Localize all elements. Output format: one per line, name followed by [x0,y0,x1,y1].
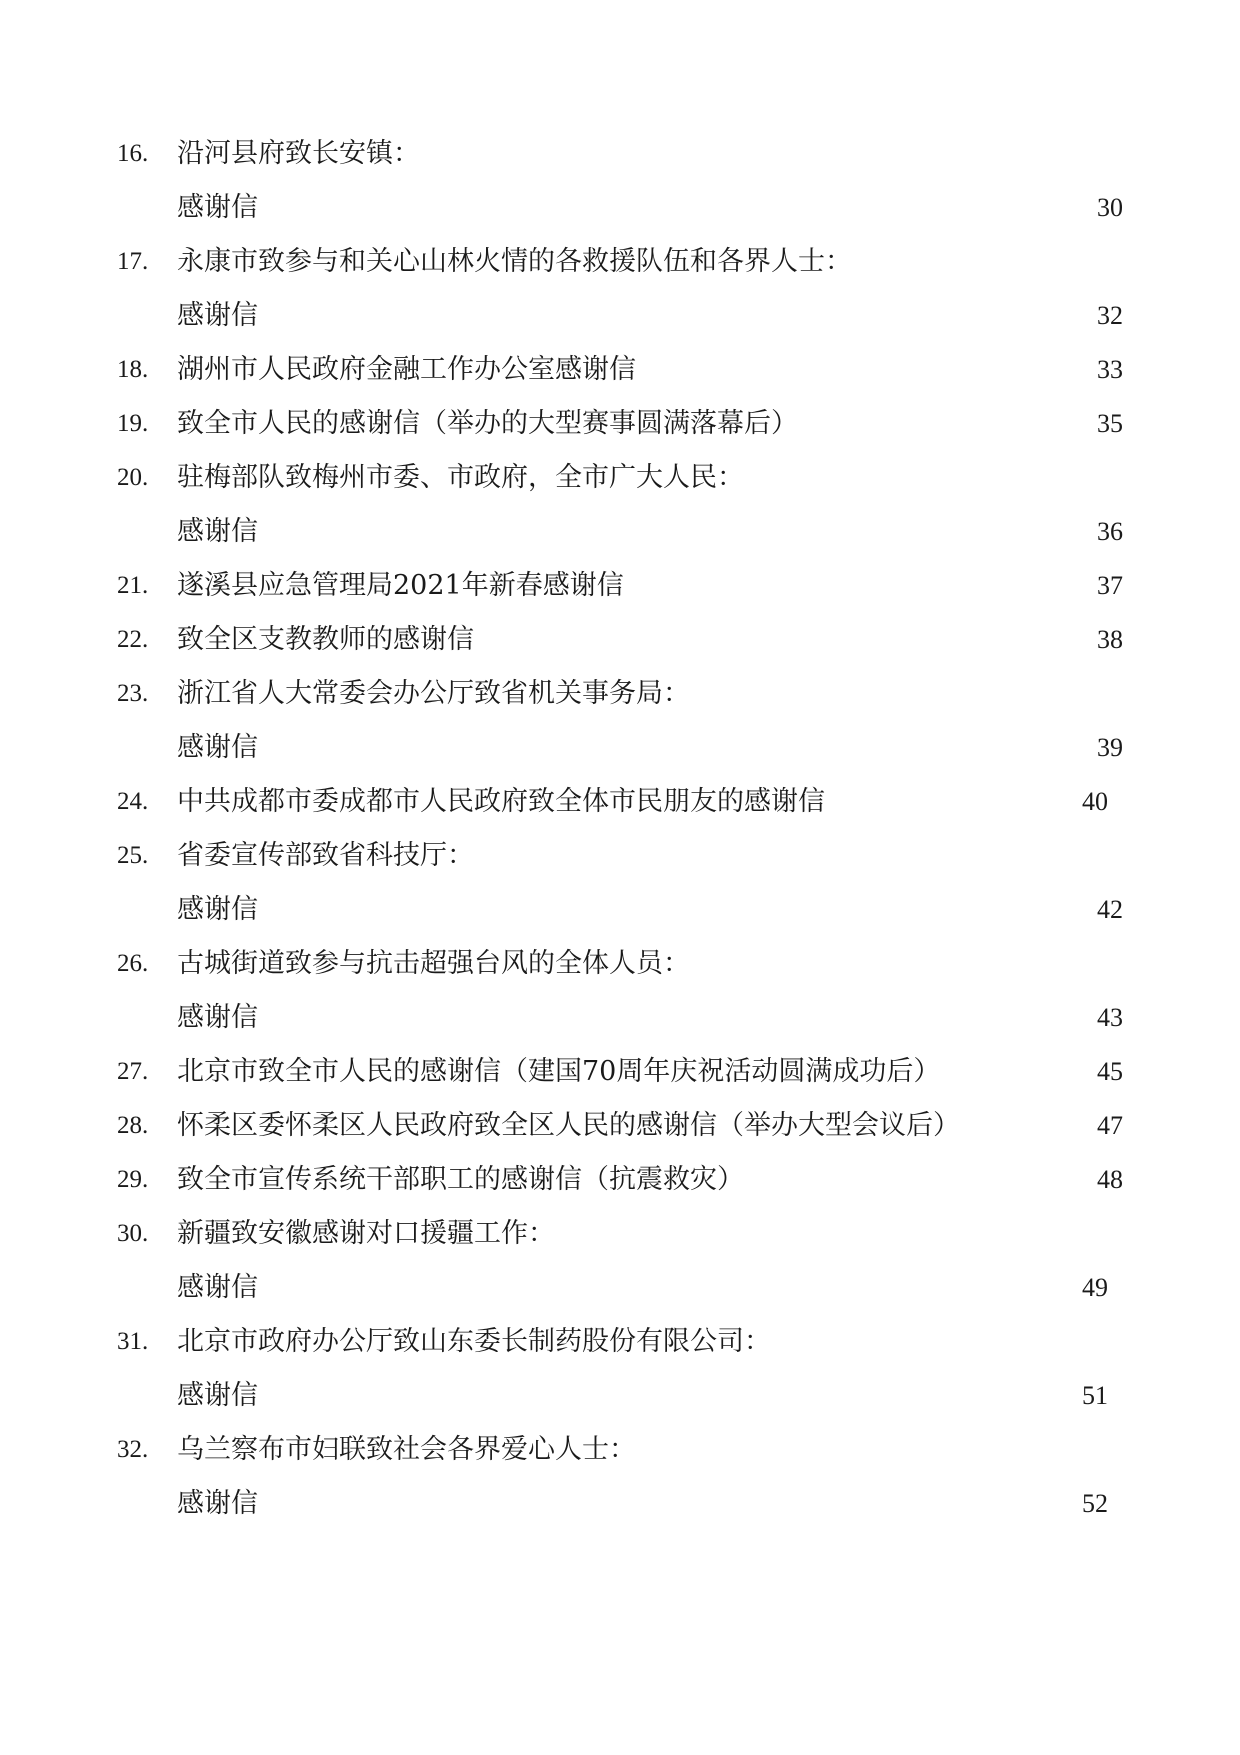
entry-page-number: 39 [1097,733,1123,762]
entry-subtitle: 感谢信 [177,1272,258,1303]
entry-number: 27. [117,1058,149,1085]
toc-entry-17[interactable] [0,242,1240,282]
entry-title: 致全市人民的感谢信（举办的大型赛事圆满落幕后） [177,408,798,439]
entry-subtitle: 感谢信 [177,516,258,547]
entry-subtitle: 感谢信 [177,894,258,925]
entry-page-number: 35 [1097,409,1123,438]
entry-number: 18. [117,356,149,383]
toc-entry-24[interactable] [0,782,1240,822]
toc-entry-25[interactable] [0,836,1240,876]
entry-subtitle: 感谢信 [177,732,258,763]
toc-entry-18[interactable] [0,350,1240,390]
toc-entry-25-continued[interactable] [0,890,1240,930]
toc-entry-20-continued[interactable] [0,512,1240,552]
entry-title: 乌兰察布市妇联致社会各界爱心人士： [177,1434,636,1465]
toc-entry-21[interactable] [0,566,1240,606]
toc-entry-26-continued[interactable] [0,998,1240,1038]
toc-entry-32[interactable] [0,1430,1240,1470]
toc-entry-31-continued[interactable] [0,1376,1240,1416]
entry-title: 驻梅部队致梅州市委、市政府，全市广大人民： [177,462,744,493]
toc-entry-26[interactable] [0,944,1240,984]
entry-number: 29. [117,1166,149,1193]
entry-number: 16. [117,140,149,167]
entry-title: 致全市宣传系统干部职工的感谢信（抗震救灾） [177,1164,744,1195]
entry-title: 北京市致全市人民的感谢信（建国70周年庆祝活动圆满成功后） [177,1056,941,1087]
toc-entry-30[interactable] [0,1214,1240,1254]
entry-page-number: 30 [1097,193,1123,222]
entry-number: 28. [117,1112,149,1139]
entry-page-number: 42 [1097,895,1123,924]
entry-page-number: 48 [1097,1165,1123,1194]
entry-page-number: 52 [1082,1489,1108,1518]
entry-title: 浙江省人大常委会办公厅致省机关事务局： [177,678,690,709]
entry-title: 沿河县府致长安镇： [177,138,420,169]
entry-number: 31. [117,1328,149,1355]
entry-page-number: 49 [1082,1273,1108,1302]
entry-number: 21. [117,572,149,599]
toc-entry-16-continued[interactable] [0,188,1240,228]
entry-title: 怀柔区委怀柔区人民政府致全区人民的感谢信（举办大型会议后） [177,1110,960,1141]
toc-entry-23[interactable] [0,674,1240,714]
toc-entry-22[interactable] [0,620,1240,660]
entry-title: 省委宣传部致省科技厅： [177,840,474,871]
entry-page-number: 32 [1097,301,1123,330]
entry-title: 古城街道致参与抗击超强台风的全体人员： [177,948,690,979]
toc-entry-28[interactable] [0,1106,1240,1146]
entry-page-number: 40 [1082,787,1108,816]
entry-title: 致全区支教教师的感谢信 [177,624,474,655]
entry-page-number: 36 [1097,517,1123,546]
entry-page-number: 38 [1097,625,1123,654]
entry-subtitle: 感谢信 [177,300,258,331]
entry-number: 22. [117,626,149,653]
toc-entry-32-continued[interactable] [0,1484,1240,1524]
toc-entry-30-continued[interactable] [0,1268,1240,1308]
entry-number: 25. [117,842,149,869]
entry-title: 北京市政府办公厅致山东委长制药股份有限公司： [177,1326,771,1357]
entry-subtitle: 感谢信 [177,192,258,223]
entry-number: 32. [117,1436,149,1463]
toc-entry-19[interactable] [0,404,1240,444]
entry-page-number: 43 [1097,1003,1123,1032]
entry-title: 遂溪县应急管理局2021年新春感谢信 [177,570,624,601]
toc-entry-31[interactable] [0,1322,1240,1362]
toc-entry-27[interactable] [0,1052,1240,1092]
entry-number: 19. [117,410,149,437]
entry-number: 26. [117,950,149,977]
toc-entry-16[interactable] [0,134,1240,174]
entry-title: 湖州市人民政府金融工作办公室感谢信 [177,354,636,385]
entry-number: 23. [117,680,149,707]
entry-page-number: 45 [1097,1057,1123,1086]
entry-title: 新疆致安徽感谢对口援疆工作： [177,1218,555,1249]
entry-subtitle: 感谢信 [177,1488,258,1519]
entry-title: 中共成都市委成都市人民政府致全体市民朋友的感谢信 [177,786,825,817]
entry-number: 24. [117,788,149,815]
toc-entry-20[interactable] [0,458,1240,498]
toc-entry-17-continued[interactable] [0,296,1240,336]
entry-page-number: 37 [1097,571,1123,600]
entry-title: 永康市致参与和关心山林火情的各救援队伍和各界人士： [177,246,852,277]
entry-subtitle: 感谢信 [177,1002,258,1033]
toc-entry-29[interactable] [0,1160,1240,1200]
entry-number: 20. [117,464,149,491]
toc-entry-23-continued[interactable] [0,728,1240,768]
entry-page-number: 33 [1097,355,1123,384]
entry-subtitle: 感谢信 [177,1380,258,1411]
entry-number: 17. [117,248,149,275]
entry-page-number: 51 [1082,1381,1108,1410]
entry-page-number: 47 [1097,1111,1123,1140]
entry-number: 30. [117,1220,149,1247]
